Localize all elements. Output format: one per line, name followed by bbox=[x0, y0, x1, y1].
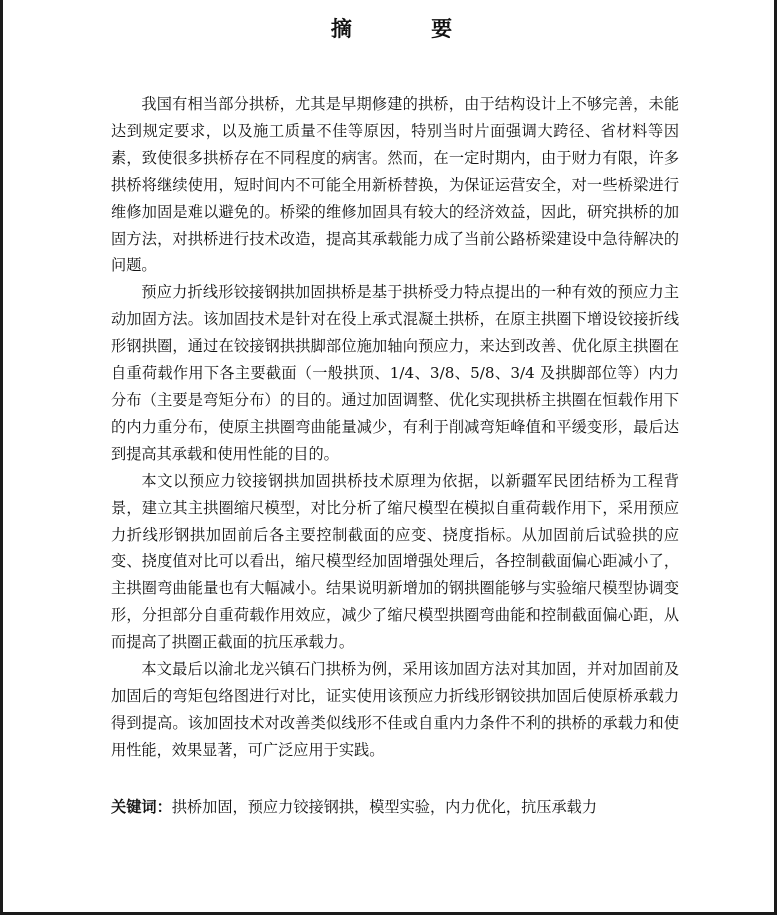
paragraph-3: 本文以预应力铰接钢拱加固拱桥技术原理为依据，以新疆军民团结桥为工程背景，建立其主拱圈缩尺模型，对比分析了缩尺模型在模拟自重荷载作用下，采用预应力折线形钢拱加固前后各主要控制截面的应变、挠度指标。从加固前后试验拱的应变、挠度值对比可以看出，缩尺模型经加固增强处理后，各控制截面偏心距减小了，主拱圈弯曲能量也有大幅减小。结果说明新增加的钢拱圈能够与实验缩尺模型协调变形，分担部分自重荷载作用效应，减少了缩尺模型拱圈弯曲能和控制截面偏心距，从而提高了拱圈正截面的抗压承载力。 bbox=[111, 471, 679, 652]
keywords-line bbox=[111, 795, 679, 819]
paragraph-4: 本文最后以渝北龙兴镇石门拱桥为例，采用该加固方法对其加固，并对加固前及加固后的弯矩包络图进行对比，证实使用该预应力折线形钢铰拱加固后使原桥承载力得到提高。该加固技术对改善类似线形不佳或自重内力条件不利的拱桥的承载力和使用性能，效果显著，可广泛应用于实践。 bbox=[111, 660, 679, 759]
paragraph-2: 预应力折线形铰接钢拱加固拱桥是基于拱桥受力特点提出的一种有效的预应力主动加固方法。该加固技术是针对在役上承式混凝土拱桥，在原主拱圈下增设铰接折线形钢拱圈，通过在铰接钢拱拱脚部位施加轴向预应力，来达到改善、优化原主拱圈在自重荷载作用下各主要截面（一般拱顶、1/4、3/8、5/8、3/4 及拱脚部位等）内力分布（主要是弯矩分布）的目的。通过加固调整、优化实现拱桥主拱圈在恒载作用下的内力重分布，使原主拱圈弯曲能量减少，有利于削减弯矩峰值和平缓变形，最后达到提高其承载和使用性能的目的。 bbox=[111, 283, 679, 463]
keywords-text: 拱桥加固，预应力铰接钢拱，模型实验，内力优化，抗压承载力 bbox=[171, 798, 597, 816]
abstract-title: 摘 要 bbox=[330, 16, 489, 41]
paragraph-1: 我国有相当部分拱桥，尤其是早期修建的拱桥，由于结构设计上不够完善，未能达到规定要求，以及施工质量不佳等原因，特别当时片面强调大跨径、省材料等因素，致使很多拱桥存在不同程度的病害。然而，在一定时期内，由于财力有限，许多拱桥将继续使用，短时间内不可能全用新桥替换，为保证运营安全，对一些桥梁进行维修加固是难以避免的。桥梁的维修加固具有较大的经济效益，因此，研究拱桥的加固方法，对拱桥进行技术改造，提高其承载能力成了当前公路桥梁建设中急待解决的问题。 bbox=[111, 95, 679, 275]
abstract-body bbox=[111, 91, 679, 764]
keywords-label: 关键词： bbox=[111, 798, 172, 816]
